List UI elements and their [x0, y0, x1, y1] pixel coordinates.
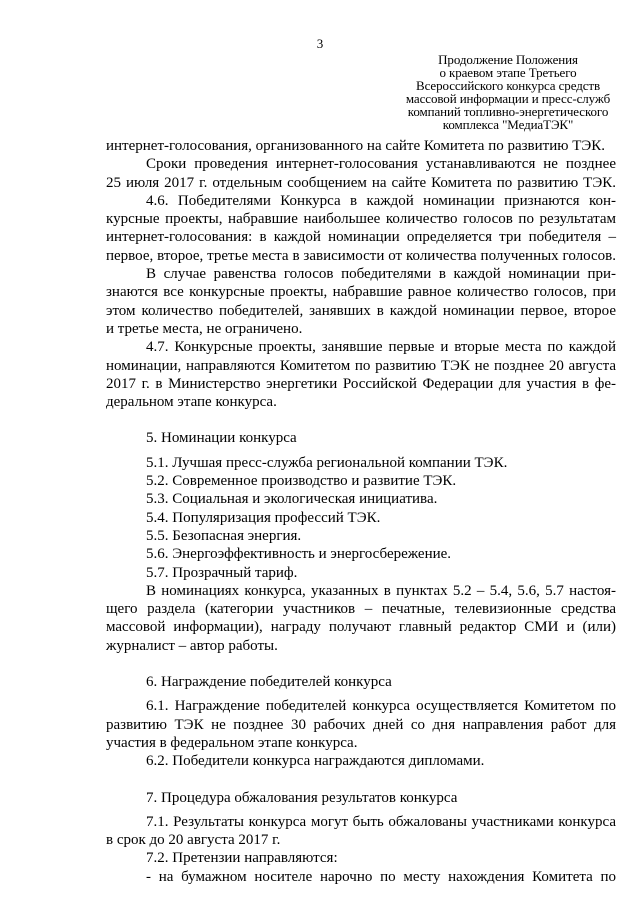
text-line: курсные проекты, набравшие наибольшее количество голосов по результатам — [106, 211, 616, 228]
text-line: 7.2. Претензии направляются: — [146, 850, 338, 867]
section-heading: 7. Процедура обжалования результатов конкурса — [146, 789, 458, 806]
text-line: первое, второе, третье места в зависимости от количества полученных голосов. — [106, 247, 616, 264]
section-title-7 — [106, 789, 616, 807]
paragraph-7-1 — [106, 813, 616, 850]
text-line: В случае равенства голосов победителями в каждой номинации при- — [146, 266, 616, 283]
section-heading: 5. Номинации конкурса — [146, 430, 297, 447]
page-number: 3 — [316, 36, 324, 51]
header-line: комплекса "МедиаТЭК" — [442, 117, 574, 132]
paragraph-4-7 — [106, 338, 616, 411]
text-line: 4.7. Конкурсные проекты, занявшие первые и вторые места по каждой — [146, 339, 616, 356]
paragraph-6-2 — [106, 752, 616, 770]
nomination-item: 5.4. Популяризация профессий ТЭК. — [146, 509, 381, 526]
text-line: 2017 г. в Министерство энергетики Российской Федерации для участия в фе- — [106, 375, 616, 392]
text-line: деральном этапе конкурса. — [106, 394, 277, 411]
text-line: 6.1. Награждение победителей конкурса осуществляется Комитетом по — [146, 698, 616, 715]
nomination-item: 5.6. Энергоэффективность и энергосбережение. — [146, 546, 452, 563]
header-block — [388, 53, 628, 131]
paragraph-paper-submission — [106, 868, 616, 886]
text-line: в срок до 20 августа 2017 г. — [106, 832, 281, 849]
text-line: - на бумажном носителе нарочно по месту нахождения Комитета по — [146, 868, 616, 885]
body-text — [106, 137, 616, 886]
paragraph-voting-deadline — [106, 155, 616, 192]
header-line: о краевом этапе Третьего — [439, 65, 577, 80]
text-line: номинации, направляются Комитетом по развитию ТЭК не позднее 20 августа — [106, 357, 616, 374]
spacer — [106, 655, 616, 673]
text-line: Сроки проведения интернет-голосования устанавливаются не позднее — [146, 156, 616, 173]
text-line: В номинациях конкурса, указанных в пунктах 5.2 – 5.4, 5.6, 5.7 настоя- — [146, 582, 616, 599]
paragraph-voting-site — [106, 137, 616, 155]
text-line: журналист – автор работы. — [106, 637, 278, 654]
paragraph-6-1 — [106, 697, 616, 752]
text-line: развитию ТЭК не позднее 30 рабочих дней со дня направления работ для — [106, 716, 616, 733]
nomination-item: 5.2. Современное производство и развитие ТЭК. — [146, 473, 457, 490]
text-line: 7.1. Результаты конкурса могут быть обжалованы участниками конкурса — [146, 813, 616, 830]
nomination-item: 5.3. Социальная и экологическая инициатива. — [146, 491, 438, 508]
header-line: массовой информации и пресс-служб — [405, 91, 611, 106]
text-line: 4.6. Победителями Конкурса в каждой номинации признаются кон- — [146, 192, 616, 209]
header-line: Продолжение Положения — [438, 52, 578, 67]
text-line: щего раздела (категории участников – печатные, телевизионные средства — [106, 601, 616, 618]
text-line: интернет-голосования, организованного на сайте Комитета по развитию ТЭК. — [106, 138, 606, 154]
paragraph-nomination-awards — [106, 582, 616, 655]
text-line: 25 июля 2017 г. отдельным сообщением на сайте Комитета по развитию ТЭК. — [106, 174, 616, 191]
text-line: и третье места, не ограничено. — [106, 320, 303, 337]
paragraph-4-6 — [106, 192, 616, 265]
text-line: интернет-голосования: в каждой номинации определяется три победителя – — [106, 229, 616, 246]
header-line: Всероссийского конкурса средств — [416, 78, 600, 93]
section-title-5 — [106, 429, 616, 447]
header-line: компаний топливно-энергетического — [407, 104, 609, 119]
text-line: 6.2. Победители конкурса награждаются дипломами. — [146, 753, 485, 770]
section-title-6 — [106, 673, 616, 691]
spacer — [106, 771, 616, 789]
text-line: знаются все конкурсные проекты, набравшие равное количество голосов, при — [106, 284, 616, 301]
nomination-item: 5.5. Безопасная энергия. — [146, 527, 302, 544]
nomination-item: 5.1. Лучшая пресс-служба региональной компании ТЭК. — [146, 454, 508, 471]
text-line: участия в федеральном этапе конкурса. — [106, 734, 358, 751]
section-heading: 6. Награждение победителей конкурса — [146, 674, 392, 691]
text-line: этом количество победителей, занявших в каждой номинации первое, второе — [106, 302, 616, 319]
paragraph-7-2 — [106, 849, 616, 867]
spacer — [106, 411, 616, 429]
nominations-list — [106, 454, 616, 582]
text-line: массовой информации), награду получают главный редактор СМИ и (или) — [106, 619, 616, 636]
nomination-item: 5.7. Прозрачный тариф. — [146, 564, 298, 581]
paragraph-tie-votes — [106, 265, 616, 338]
